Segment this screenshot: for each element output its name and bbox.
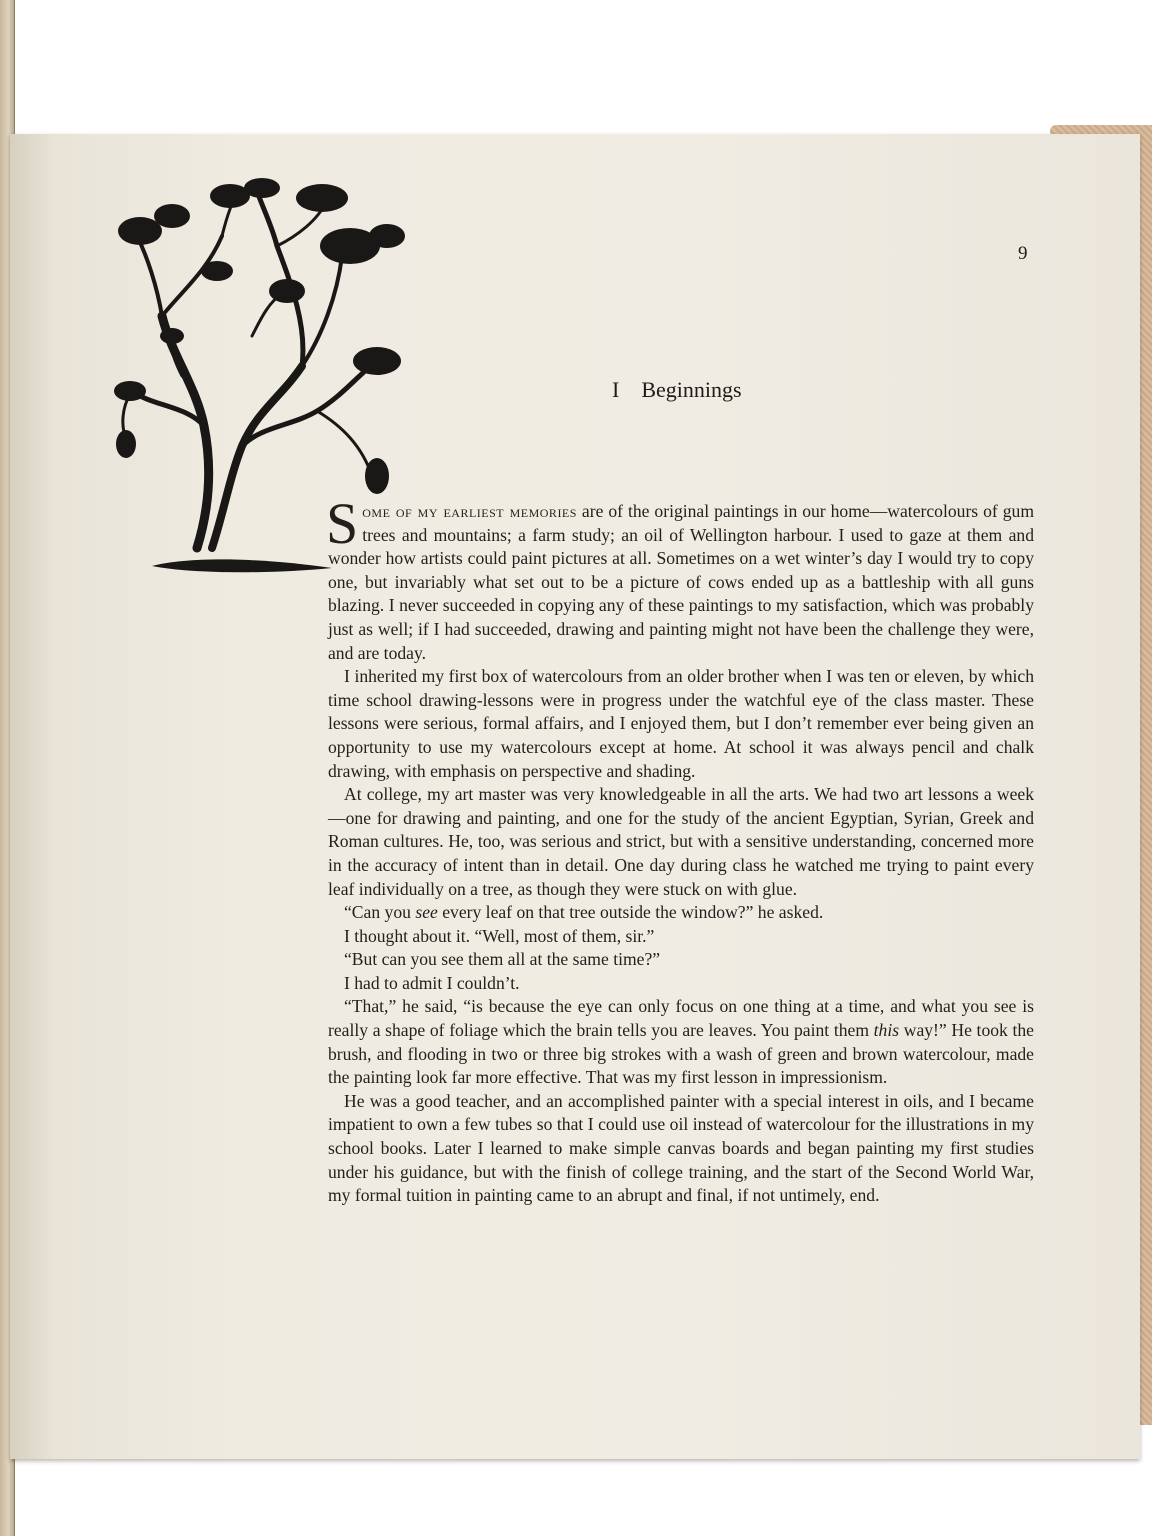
body-text xyxy=(326,491,1035,1208)
emphasis: see xyxy=(415,902,438,923)
page-number: 9 xyxy=(1018,243,1028,264)
paragraph-text: “Can you xyxy=(344,902,416,923)
emphasis: this xyxy=(873,1020,900,1041)
paragraph-text: way!” He took the brush, and flooding in two or three big strokes with a wash of green and brown watercolour, made the painting look far more effective. That was my first lesson in impressionism. xyxy=(328,1020,1034,1088)
paragraph: He was a good teacher, and an accomplished painter with a special interest in oils, and I became impatient to own a few tubes so that I could use oil instead of watercolour for the illustrations in my school books. Later I learned to make simple canvas boards and began painting my first studies under his guidance, but with the finish of college training, and the start of the Second World War, my formal tuition in painting came to an abrupt and final, if not untimely, end. xyxy=(328,1090,1034,1206)
paragraph xyxy=(326,491,1035,665)
opening-smallcaps: ome of my earliest memories xyxy=(362,501,577,521)
paragraph: “But can you see them all at the same time?” xyxy=(344,949,661,970)
paragraph-text: are of the original paintings in our home—watercolours of gum trees and mountains; a farm study; an oil of Wellington harbour. I used to gaze at them and wonder how artists could paint pictures at all. Sometimes on a wet winter’s day I would try to copy one, but invariably what set out to be a picture of cows ended up as a battleship with all guns blazing. I never succeeded in copying any of these paintings to my satisfaction, which was probably just as well; if I had succeeded, drawing and painting might not have been the challenge they were, and are today. xyxy=(328,501,1035,663)
paragraph: I inherited my first box of watercolours from an older brother when I was ten or eleven, by which time school drawing-lessons were in progress under the watchful eye of the class master. These lessons were serious, formal affairs, and I enjoyed them, but I don’t remember ever being given an opportunity to use my watercolours except at home. At school it was always pencil and chalk drawing, with emphasis on perspective and shading. xyxy=(328,666,1034,781)
chapter-title: Beginnings xyxy=(641,377,742,402)
paragraph: I had to admit I couldn’t. xyxy=(344,972,520,993)
chapter-number: I xyxy=(612,377,620,402)
chapter-heading xyxy=(612,377,742,403)
paragraph xyxy=(328,995,1034,1089)
paragraph: At college, my art master was very knowledgeable in all the arts. We had two art lessons a week—one for drawing and painting, and one for the study of the ancient Egyptian, Syrian, Greek and Roman cultures. He, too, was serious and strict, but with a sensitive understanding, concerned more in the accuracy of intent than in detail. One day during class he watched me trying to paint every leaf individually on a tree, as though they were stuck on with glue. xyxy=(328,784,1034,899)
paragraph-text: every leaf on that tree outside the window?” he asked. xyxy=(437,902,824,923)
drop-cap: S xyxy=(326,491,359,556)
paragraph: I thought about it. “Well, most of them, sir.” xyxy=(344,925,655,946)
paragraph-text: “That,” he said, “is because the eye can only focus on one thing at a time, and what you see is really a shape of foliage which the brain tells you are leaves. You paint them xyxy=(328,996,1034,1041)
paragraph xyxy=(328,901,1034,925)
